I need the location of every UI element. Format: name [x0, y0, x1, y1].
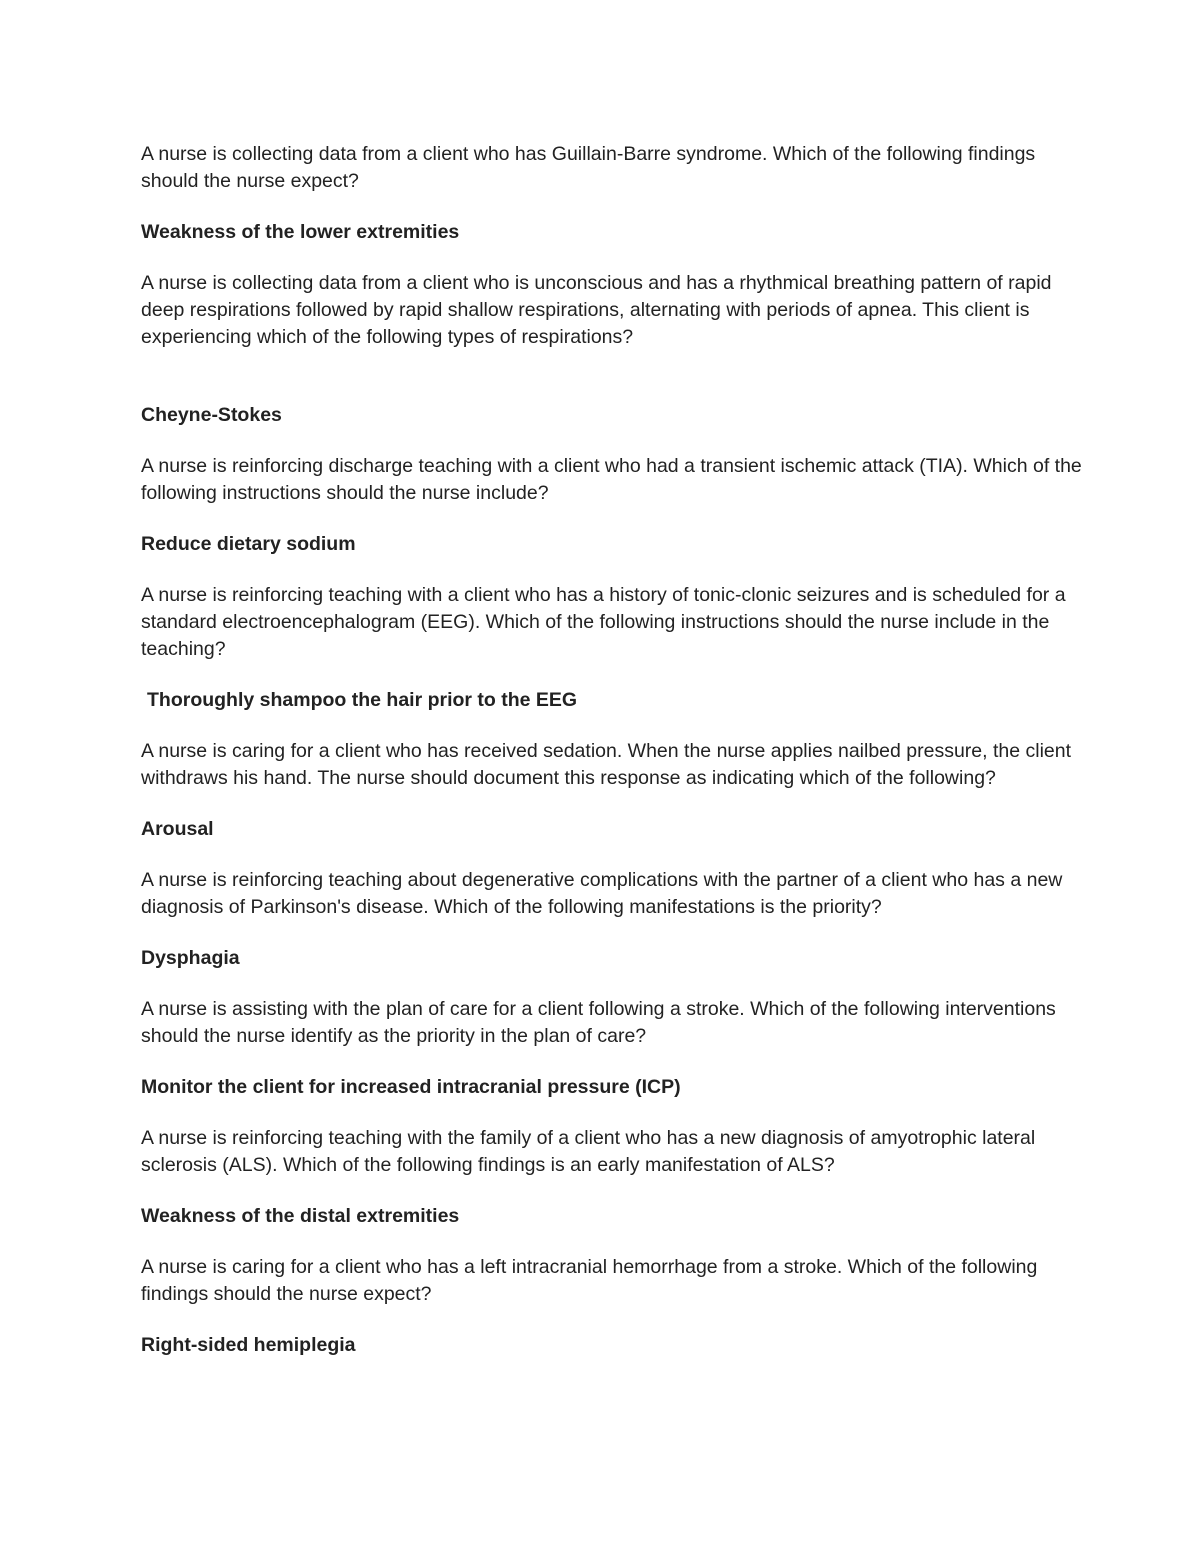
- answer-text: Thoroughly shampoo the hair prior to the EEG: [147, 689, 578, 711]
- qa-item-4: [141, 582, 1086, 714]
- question-text: A nurse is collecting data from a client who has Guillain-Barre syndrome. Which of the following findings should the nurse expect?: [141, 143, 1036, 192]
- answer-text: Weakness of the distal extremities: [141, 1205, 460, 1227]
- answer-text: Monitor the client for increased intracranial pressure (ICP): [141, 1076, 681, 1098]
- question-text: A nurse is reinforcing teaching with the family of a client who has a new diagnosis of amyotrophic lateral sclerosis (ALS). Which of the following findings is an early manifestation of ALS?: [141, 1127, 1036, 1176]
- answer-text: Cheyne-Stokes: [141, 404, 282, 426]
- qa-item-8: [141, 1125, 1086, 1230]
- question-text: A nurse is collecting data from a client who is unconscious and has a rhythmical breathing pattern of rapid deep respirations followed by rapid shallow respirations, alternating with periods of apnea. This client is experiencing which of the following types of respirations?: [141, 272, 1052, 348]
- question-text: A nurse is reinforcing discharge teaching with a client who had a transient ischemic attack (TIA). Which of the following instructions should the nurse include?: [141, 455, 1082, 504]
- question-text: A nurse is reinforcing teaching with a client who has a history of tonic-clonic seizures and is scheduled for a standard electroencephalogram (EEG). Which of the following instructions should the nurse include in the teaching?: [141, 584, 1066, 660]
- question-text: A nurse is reinforcing teaching about degenerative complications with the partner of a client who has a new diagnosis of Parkinson's disease. Which of the following manifestations is the priority?: [141, 869, 1063, 918]
- qa-item-2: [141, 270, 1086, 429]
- answer-text: Right-sided hemiplegia: [141, 1334, 356, 1356]
- qa-item-1: [141, 141, 1086, 246]
- answer-text: Arousal: [141, 818, 214, 840]
- qa-item-3: [141, 453, 1086, 558]
- qa-item-9: [141, 1254, 1086, 1359]
- answer-text: Dysphagia: [141, 947, 240, 969]
- qa-item-6: [141, 867, 1086, 972]
- question-text: A nurse is caring for a client who has a left intracranial hemorrhage from a stroke. Which of the following findings should the nurse expect?: [141, 1256, 1038, 1305]
- question-text: A nurse is caring for a client who has received sedation. When the nurse applies nailbed pressure, the client withdraws his hand. The nurse should document this response as indicating which of the following?: [141, 740, 1072, 789]
- qa-item-5: [141, 738, 1086, 843]
- qa-item-7: [141, 996, 1086, 1101]
- answer-text: Weakness of the lower extremities: [141, 221, 460, 243]
- document-body: [141, 141, 1086, 1359]
- question-text: A nurse is assisting with the plan of care for a client following a stroke. Which of the following interventions should the nurse identify as the priority in the plan of care?: [141, 998, 1056, 1047]
- answer-text: Reduce dietary sodium: [141, 533, 356, 555]
